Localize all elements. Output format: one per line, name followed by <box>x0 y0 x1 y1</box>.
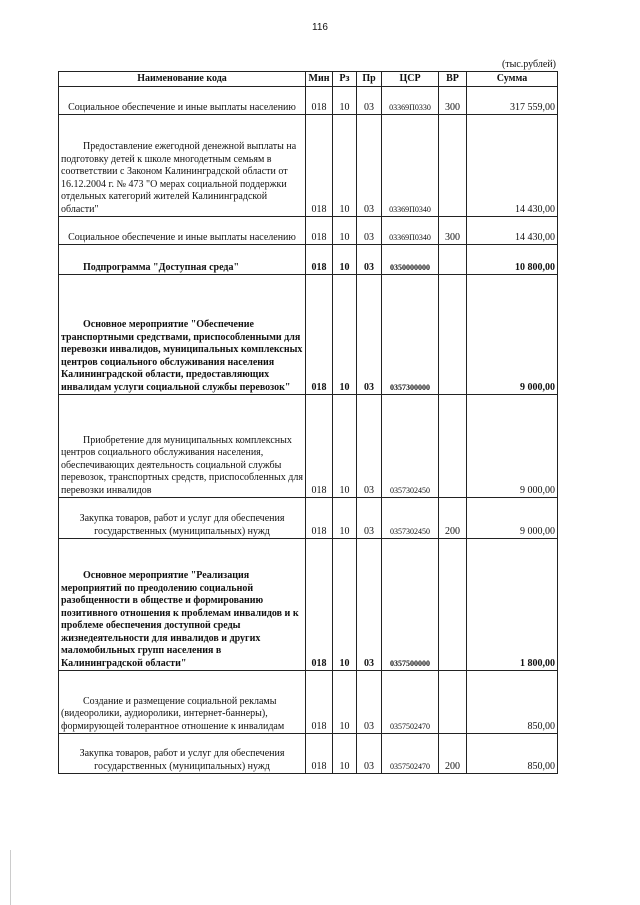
row-name: Социальное обеспечение и иные выплаты населению <box>59 87 306 115</box>
row-rz: 10 <box>333 395 357 498</box>
row-min: 018 <box>306 115 333 217</box>
row-vr: 200 <box>439 734 467 774</box>
row-rz: 10 <box>333 539 357 671</box>
row-vr <box>439 275 467 395</box>
row-csr: 0357302450 <box>382 498 439 539</box>
row-csr: 0357502470 <box>382 671 439 734</box>
row-csr: 0357502470 <box>382 734 439 774</box>
row-name: Закупка товаров, работ и услуг для обеспечения государственных (муниципальных) нужд <box>59 498 306 539</box>
budget-table <box>58 71 558 774</box>
row-name: Предоставление ежегодной денежной выплаты на подготовку детей к школе многодетным семьям в соответствии с Законом Калининградской области от 16.12.2004 г. № 473 "О мерах социальной поддержки отдельных категорий жителей Калининградской области" <box>59 115 306 217</box>
row-vr: 200 <box>439 498 467 539</box>
row-vr <box>439 115 467 217</box>
row-name: Приобретение для муниципальных комплексных центров социального обслуживания населения, обеспечивающих деятельность социальной службы перевозок, транспортных средств, приспособленных для перевозки инвалидов <box>59 395 306 498</box>
row-sum: 14 430,00 <box>467 115 558 217</box>
header-csr: ЦСР <box>382 72 439 87</box>
row-min: 018 <box>306 498 333 539</box>
row-min: 018 <box>306 217 333 245</box>
row-rz: 10 <box>333 734 357 774</box>
row-min: 018 <box>306 539 333 671</box>
row-sum: 9 000,00 <box>467 498 558 539</box>
row-vr <box>439 671 467 734</box>
row-rz: 10 <box>333 275 357 395</box>
row-min: 018 <box>306 671 333 734</box>
table-row <box>59 395 558 498</box>
row-rz: 10 <box>333 245 357 275</box>
header-rz: Рз <box>333 72 357 87</box>
units-label: (тыс.рублей) <box>501 59 556 70</box>
table-row <box>59 539 558 671</box>
header-sum: Сумма <box>467 72 558 87</box>
row-min: 018 <box>306 87 333 115</box>
row-pr: 03 <box>357 245 382 275</box>
page-number: 116 <box>312 22 328 33</box>
table-row <box>59 734 558 774</box>
row-vr <box>439 539 467 671</box>
row-pr: 03 <box>357 275 382 395</box>
header-name: Наименование кода <box>59 72 306 87</box>
row-pr: 03 <box>357 217 382 245</box>
table-row <box>59 87 558 115</box>
row-pr: 03 <box>357 498 382 539</box>
row-sum: 850,00 <box>467 671 558 734</box>
row-name: Закупка товаров, работ и услуг для обеспечения государственных (муниципальных) нужд <box>59 734 306 774</box>
row-rz: 10 <box>333 115 357 217</box>
row-csr: 03369П0340 <box>382 115 439 217</box>
row-min: 018 <box>306 395 333 498</box>
row-min: 018 <box>306 245 333 275</box>
row-rz: 10 <box>333 217 357 245</box>
row-rz: 10 <box>333 498 357 539</box>
row-name: Основное мероприятие "Обеспечение транспортными средствами, приспособленными для перевозки инвалидов, муниципальных комплексных центров социального обслуживания населения Калининградской области, предоставляющих инвалидам услуги социальной службы перевозок" <box>59 275 306 395</box>
row-vr: 300 <box>439 87 467 115</box>
row-min: 018 <box>306 734 333 774</box>
row-sum: 9 000,00 <box>467 275 558 395</box>
row-sum: 850,00 <box>467 734 558 774</box>
row-sum: 317 559,00 <box>467 87 558 115</box>
row-vr <box>439 245 467 275</box>
row-csr: 0357500000 <box>382 539 439 671</box>
row-pr: 03 <box>357 539 382 671</box>
row-csr: 03369П0330 <box>382 87 439 115</box>
row-pr: 03 <box>357 734 382 774</box>
row-csr: 0357300000 <box>382 275 439 395</box>
row-rz: 10 <box>333 671 357 734</box>
row-rz: 10 <box>333 87 357 115</box>
table-row <box>59 498 558 539</box>
row-pr: 03 <box>357 395 382 498</box>
row-name: Основное мероприятие "Реализация мероприятий по преодолению социальной разобщенности в обществе и формированию позитивного отношения к проблемам инвалидов и к проблеме обеспечения доступной среды жизнедеятельности для инвалидов и других маломобильных групп населения в Калининградской области" <box>59 539 306 671</box>
row-sum: 10 800,00 <box>467 245 558 275</box>
row-csr: 0357302450 <box>382 395 439 498</box>
row-vr: 300 <box>439 217 467 245</box>
row-pr: 03 <box>357 87 382 115</box>
row-sum: 9 000,00 <box>467 395 558 498</box>
header-pr: Пр <box>357 72 382 87</box>
row-pr: 03 <box>357 671 382 734</box>
row-name: Подпрограмма "Доступная среда" <box>59 245 306 275</box>
header-vr: ВР <box>439 72 467 87</box>
row-pr: 03 <box>357 115 382 217</box>
row-sum: 14 430,00 <box>467 217 558 245</box>
table-row <box>59 217 558 245</box>
row-csr: 03369П0340 <box>382 217 439 245</box>
table-row <box>59 115 558 217</box>
row-sum: 1 800,00 <box>467 539 558 671</box>
table-row <box>59 275 558 395</box>
table-row <box>59 245 558 275</box>
row-vr <box>439 395 467 498</box>
table-header-row <box>59 72 558 87</box>
row-name: Социальное обеспечение и иные выплаты населению <box>59 217 306 245</box>
header-min: Мин <box>306 72 333 87</box>
scan-margin-line <box>10 850 11 905</box>
row-name: Создание и размещение социальной рекламы (видеоролики, аудиоролики, интернет-баннеры), формирующей толерантное отношение к инвалидам <box>59 671 306 734</box>
row-min: 018 <box>306 275 333 395</box>
table-row <box>59 671 558 734</box>
row-csr: 0350000000 <box>382 245 439 275</box>
